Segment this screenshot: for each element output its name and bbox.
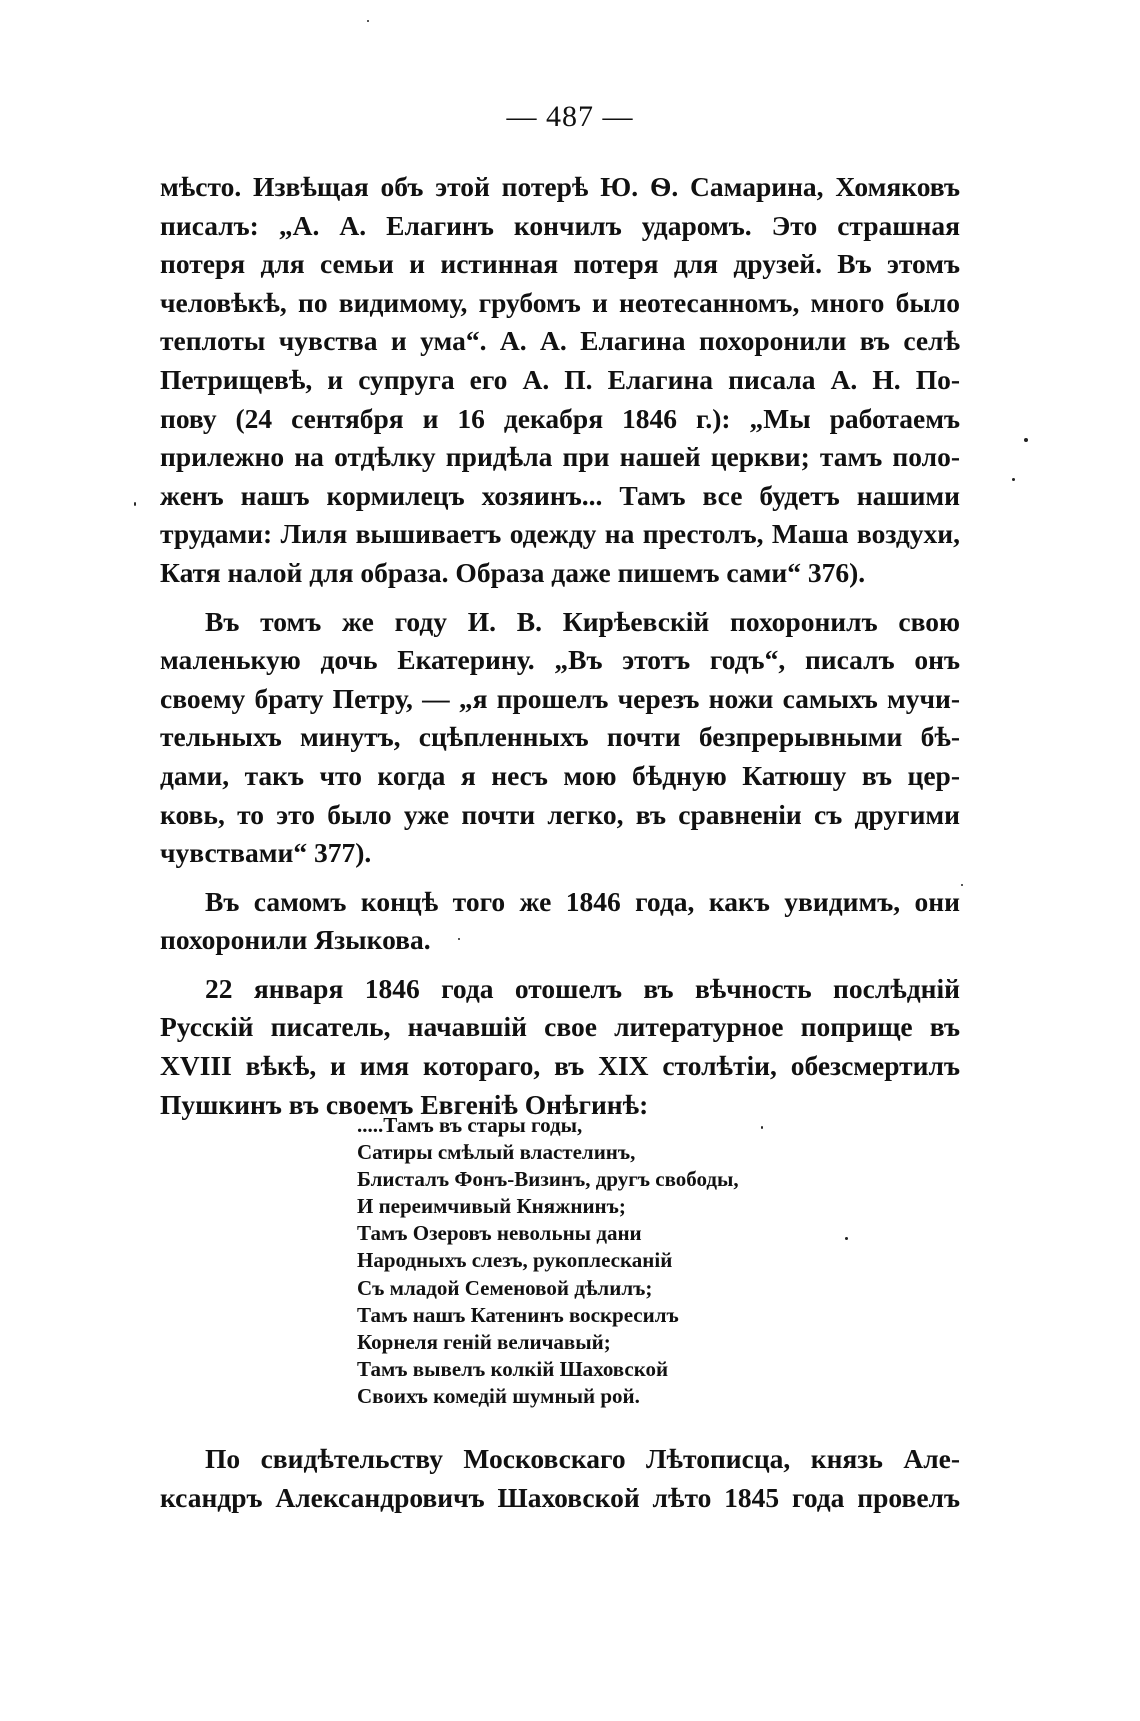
text-line: Пушкинъ въ своемъ Евгеніѣ Онѣгинѣ: [160,1088,649,1120]
text-line: прилежно на отдѣлку придѣла при нашей церкви; тамъ поло- [160,441,960,473]
poem-line: И переимчивый Княжнинъ; [357,1194,626,1219]
poem-line: Сатиры смѣлый властелинъ, [357,1140,636,1165]
text-line: Русскій писатель, начавшій свое литературное поприще въ [160,1011,960,1043]
text-line: Катя налой для образа. Образа даже пишемъ сами“ 376). [160,556,866,588]
main-text [160,168,960,1124]
poem-line: Своихъ комедій шумный рой. [357,1383,640,1408]
text-line: тельныхъ минутъ, сцѣпленныхъ почти безпрерывными бѣ- [160,721,960,753]
scan-speck [134,502,136,506]
text-line: XVIII вѣкѣ, и имя котораго, въ XIX столѣтіи, обезсмертилъ [160,1050,960,1082]
poem-line: Съ младой Семеновой дѣлилъ; [357,1275,653,1300]
text-line: Петрищевѣ, и супруга его А. П. Елагина писала А. Н. По- [160,363,960,395]
paragraph-4 [160,970,960,1124]
text-line: трудами: Лиля вышиваетъ одежду на престолъ, Маша воздухи, [160,518,960,550]
text-line: потеря для семьи и истинная потеря для друзей. Въ этомъ [160,248,960,280]
scan-speck [961,884,963,886]
poem-line: Народныхъ слезъ, рукоплесканій [357,1248,673,1273]
text-line: ксандръ Александровичъ Шаховской лѣто 1845 года провелъ [160,1481,960,1513]
paragraph-1 [160,168,960,593]
paragraph-2 [160,603,960,873]
text-line: похоронили Языкова. [160,924,431,956]
scan-speck [458,938,460,940]
text-line: ковь, то это было уже почти легко, въ сравненіи съ другими [160,798,960,830]
poem-quote [357,1112,817,1410]
text-line: маленькую дочь Екатерину. „Въ этотъ годъ“, писалъ онъ [160,644,960,676]
poem-line: Тамъ нашъ Катенинъ воскресилъ [357,1302,679,1327]
paragraph-3 [160,883,960,960]
text-line: Въ самомъ концѣ того же 1846 года, какъ увидимъ, они [205,885,960,917]
text-line: По свидѣтельству Московскаго Лѣтописца, князь Але- [205,1443,960,1474]
text-line: теплоты чувства и ума“. А. А. Елагина похоронили въ селѣ [160,325,960,357]
text-line: 22 января 1846 года отошелъ въ вѣчность послѣдній [205,972,960,1004]
text-line: чувствами“ 377). [160,837,372,869]
poem-line: Тамъ вывелъ колкій Шаховской [357,1356,669,1381]
scan-speck [845,1237,848,1240]
text-line: пову (24 сентября и 16 декабря 1846 г.): „Мы работаемъ [160,402,960,434]
text-line: человѣкѣ, по видимому, грубомъ и неотесанномъ, много было [160,286,960,318]
scan-speck [761,1126,763,1129]
text-line: мѣсто. Извѣщая объ этой потерѣ Ю. Ѳ. Самарина, Хомяковъ [160,171,960,202]
text-line: женъ нашъ кормилецъ хозяинъ... Тамъ все будетъ нашими [160,479,960,511]
scan-speck [1024,438,1028,442]
final-paragraph [160,1440,960,1517]
poem-line: Корнеля геній величавый; [357,1329,611,1354]
text-line: дами, такъ что когда я несъ мою бѣдную Катюшу въ цер- [160,759,960,791]
poem-line: Тамъ Озеровъ невольны дани [357,1221,642,1246]
scan-speck [367,20,369,22]
text-line: своему брату Петру, — „я прошелъ черезъ ножи самыхъ мучи- [160,682,960,714]
scan-speck [1012,478,1015,481]
text-line: Въ томъ же году И. В. Кирѣевскій похоронилъ свою [205,605,960,637]
text-line: писалъ: „А. А. Елагинъ кончилъ ударомъ. Это страшная [160,209,960,241]
page-number: — 487 — [506,100,634,133]
poem-line: .....Тамъ въ стары годы, [357,1113,583,1137]
poem-line: Блисталъ Фонъ-Визинъ, другъ свободы, [357,1167,739,1192]
